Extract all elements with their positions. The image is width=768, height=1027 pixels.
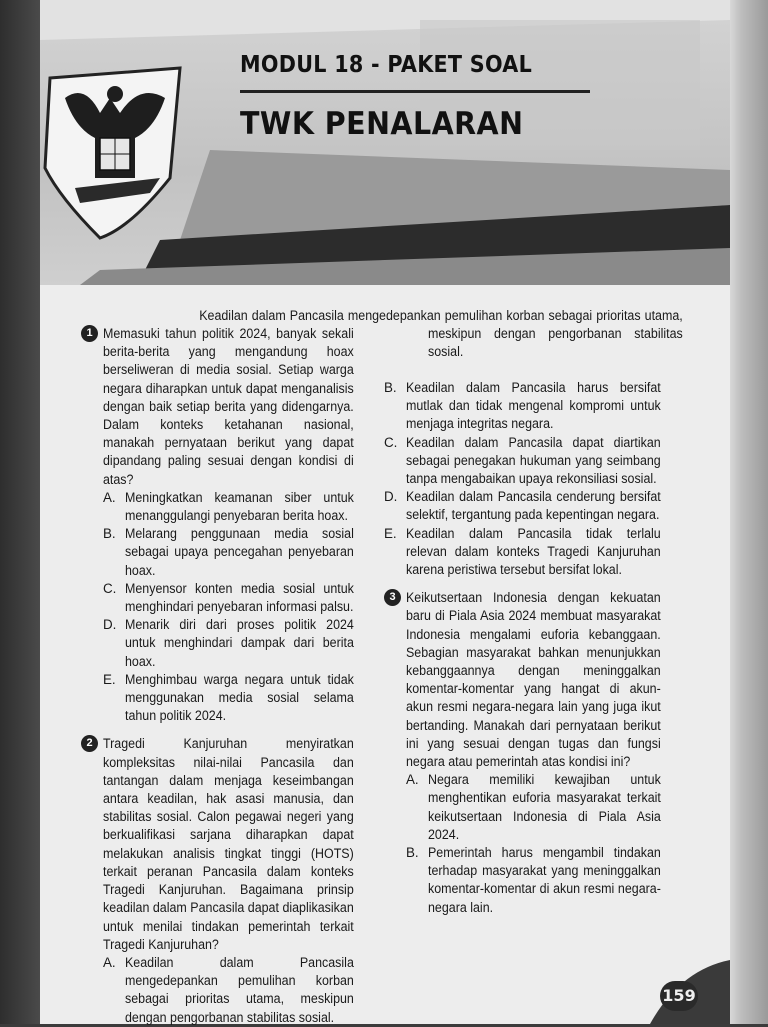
- question-text: Keikutsertaan Indonesia dengan kekuatan baru di Piala Asia 2024 membuat masyarakat Indonesia mengalami euforia kebanggaan. Sebagian masyarakat bahkan menunjukkan kebanggaannya dengan meninggalkan komentar-komentar yang hangat di akun-akun resmi negara-negara lain yang juga ikut bertanding. Manakah dari pernyataan berikut ini yang sesuai dengan tugas dan fungsi negara atau pemerintah atas kondisi ini?: [406, 590, 661, 770]
- option-d: D. Menarik diri dari proses politik 2024 untuk menghindari dampak dari berita hoax.: [103, 617, 354, 669]
- option-a: A. Negara memiliki kewajiban untuk menghentikan euforia masyarakat terkait keikutsertaan Indonesia di Piala Asia 2024.: [406, 772, 661, 842]
- option-a: A. Meningkatkan keamanan siber untuk menanggulangi penyebaran berita hoax.: [103, 489, 354, 524]
- question-number-badge: 2: [81, 735, 98, 752]
- question-1: [65, 325, 355, 725]
- answer-options: [103, 954, 355, 1025]
- module-label: MODUL 18 - PAKET SOAL: [240, 52, 533, 78]
- answer-options: [103, 489, 355, 726]
- garuda-emblem-icon: [40, 58, 190, 238]
- option-c: C. Menyensor konten media sosial untuk menghindari penyebaran informasi palsu.: [103, 580, 354, 615]
- question-number-badge: 3: [384, 589, 401, 606]
- title-divider: [240, 90, 590, 93]
- page-gutter-shadow: [0, 0, 40, 1024]
- page-number-badge: [660, 975, 700, 1015]
- option-e: E. Keadilan dalam Pancasila tidak terlalu relevan dalam konteks Tragedi Kanjuruhan karena peristiwa tersebut bersifat lokal.: [384, 525, 661, 578]
- option-a-continuation: [199, 308, 683, 379]
- left-column: [65, 325, 355, 1025]
- option-a: A. Keadilan dalam Pancasila mengedepankan pemulihan korban sebagai prioritas utama, meskipun dengan pengorbanan stabilitas sosial.: [103, 954, 354, 1025]
- option-d: D. Keadilan dalam Pancasila cenderung bersifat selektif, tergantung pada kepentingan negara.: [384, 489, 661, 523]
- header-banner: [40, 0, 730, 285]
- question-number-badge: 1: [81, 325, 98, 342]
- option-b: B. Pemerintah harus mengambil tindakan terhadap masyarakat yang meninggalkan komentar-komentar di akun resmi negara-negara lain.: [406, 845, 661, 915]
- option-b: B. Melarang penggunaan media sosial sebagai upaya pencegahan penyebaran hoax.: [103, 526, 354, 578]
- option-e: E. Menghimbau warga negara untuk tidak menggunakan media sosial selama tahun politik 2024.: [103, 671, 354, 724]
- option-c: C. Keadilan dalam Pancasila dapat diartikan sebagai penegakan hukuman yang seimbang tanpa mengabaikan upaya rekonsiliasi sosial.: [384, 434, 661, 487]
- question-text: Tragedi Kanjuruhan menyiratkan kompleksitas nilai-nilai Pancasila dan tantangan dalam menjaga keseimbangan antara keadilan, hak asasi manusia, dan stabilitas sosial. Calon pegawai negeri yang berkualifikasi sarjana diharapkan dapat melakukan analisis tingkat tinggi (HOTS) terkait peranan Pancasila dalam konteks Tragedi Kanjuruhan. Bagaimana prinsip keadilan dalam Pancasila dapat diaplikasikan untuk menilai tindakan pemerintah terkait Tragedi Kanjuruhan?: [103, 736, 354, 952]
- question-text: Memasuki tahun politik 2024, banyak sekali berita-berita yang mengandung hoax berseliweran di media sosial. Setiap warga negara diharapkan untuk dapat menganalisis dengan baik setiap berita yang didengarnya. Dalam konteks ketahanan nasional, manakah pernyataan berikut yang dapat dipandang paling sesuai dengan kondisi di atas?: [103, 326, 354, 487]
- question-3: [384, 589, 662, 917]
- option-a-continued-text: Keadilan dalam Pancasila mengedepankan pemulihan korban sebagai prioritas utama, meskipun dengan pengorbanan stabilitas sosial.: [199, 308, 683, 360]
- option-a-text: Keadilan dalam Pancasila mengedepankan pemulihan korban sebagai prioritas utama, meskipun dengan pengorbanan stabilitas sosial.: [125, 954, 354, 1025]
- question-2: [65, 735, 355, 1025]
- answer-options: [406, 771, 662, 917]
- page-title: TWK PENALARAN: [240, 106, 524, 142]
- option-b: B. Keadilan dalam Pancasila harus bersifat mutlak dan tidak mengenal kompromi untuk menjaga integritas negara.: [384, 380, 661, 432]
- page-number: 159: [660, 981, 698, 1011]
- answer-options-continued: [384, 379, 662, 579]
- page-edge-shadow: [730, 0, 768, 1024]
